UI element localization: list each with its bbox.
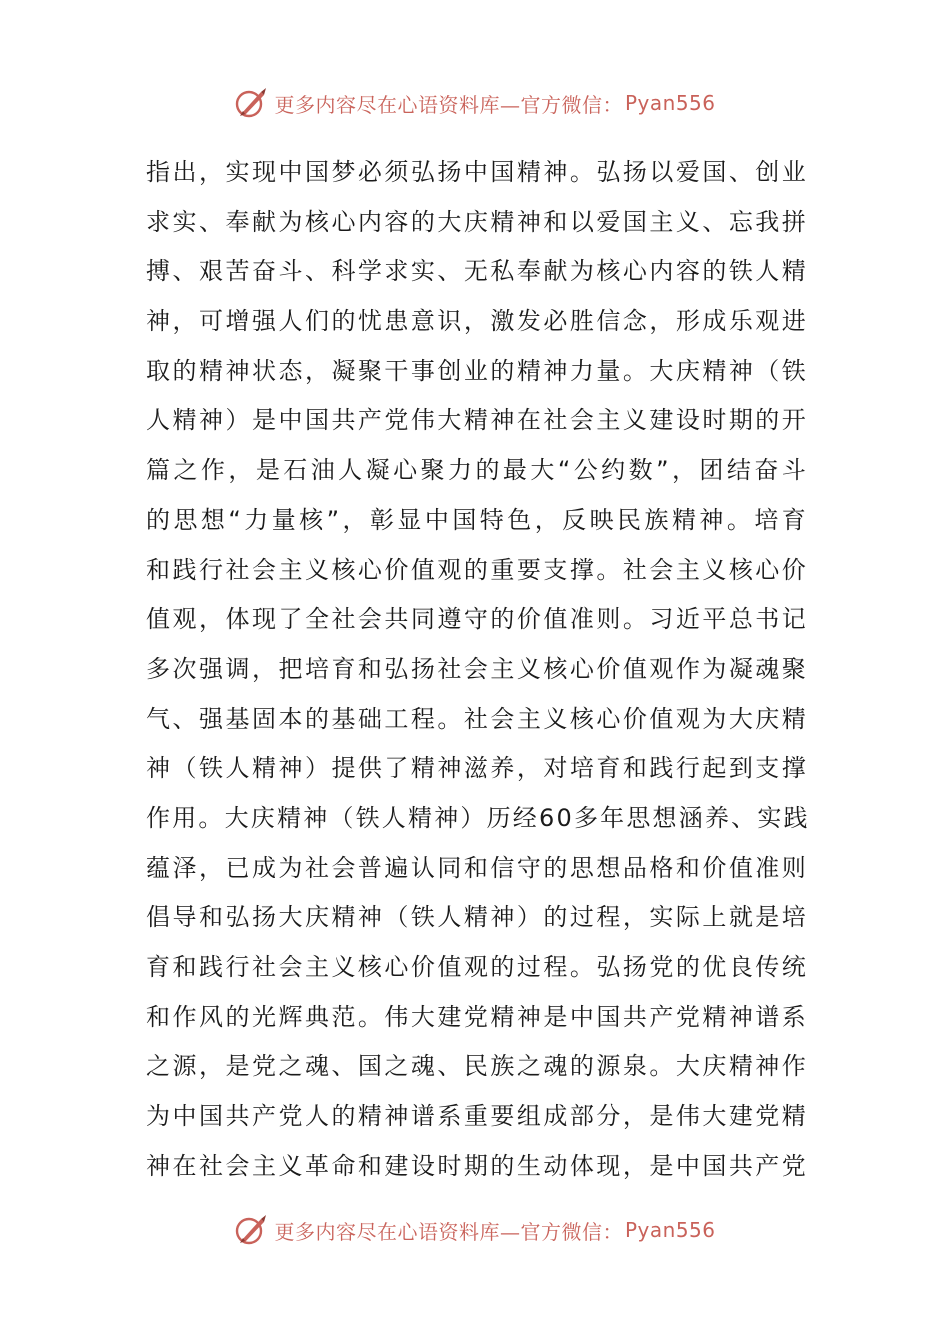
body-line: 取的精神状态，凝聚干事创业的精神力量。大庆精神（铁 [146,356,808,385]
body-line: 多次强调，把培育和弘扬社会主义核心价值观作为凝魂聚 [146,654,808,683]
body-line: 人精神）是中国共产党伟大精神在社会主义建设时期的开 [146,406,808,435]
body-line: 篇之作，是石油人凝心聚力的最大“公约数”，团结奋斗 [146,456,808,485]
body-line: 指出，实现中国梦必须弘扬中国精神。弘扬以爱国、创业 [146,158,808,186]
footer-wechat-id: Pyan556 [624,1218,716,1242]
footer-banner-text: 更多内容尽在心语资料库—官方微信： [274,1219,623,1244]
document-body [146,148,808,1191]
header-banner [0,83,950,123]
body-line: 作用。大庆精神（铁人精神）历经60多年思想涵养、实践 [146,803,810,832]
body-line: 神，可增强人们的忧患意识，激发必胜信念，形成乐观进 [146,307,808,336]
body-line: 搏、艰苦奋斗、科学求实、无私奉献为核心内容的铁人精 [146,257,808,286]
body-line: 育和践行社会主义核心价值观的过程。弘扬党的优良传统 [146,953,808,981]
footer-banner [0,1210,950,1250]
body-line: 蕴泽，已成为社会普遍认同和信守的思想品格和价值准则 [146,853,808,882]
body-line: 和作风的光辉典范。伟大建党精神是中国共产党精神谱系 [146,1002,808,1031]
quill-pen-logo-icon [234,1213,268,1247]
header-banner-text: 更多内容尽在心语资料库—官方微信： [274,92,623,117]
body-line: 的思想“力量核”，彰显中国特色，反映民族精神。培育 [146,505,808,534]
body-line: 之源，是党之魂、国之魂、民族之魂的源泉。大庆精神作 [146,1052,808,1081]
body-line: 为中国共产党人的精神谱系重要组成部分，是伟大建党精 [146,1102,808,1131]
quill-pen-logo-icon [234,86,268,120]
body-line: 神在社会主义革命和建设时期的生动体现，是中国共产党 [146,1151,808,1180]
body-line: 和践行社会主义核心价值观的重要支撑。社会主义核心价 [146,555,808,584]
body-line: 气、强基固本的基础工程。社会主义核心价值观为大庆精 [146,704,808,733]
body-line: 神（铁人精神）提供了精神滋养，对培育和践行起到支撑 [146,754,808,783]
body-line: 值观，体现了全社会共同遵守的价值准则。习近平总书记 [146,605,808,634]
body-line: 求实、奉献为核心内容的大庆精神和以爱国主义、忘我拼 [146,207,808,236]
body-line: 倡导和弘扬大庆精神（铁人精神）的过程，实际上就是培 [146,903,808,932]
header-wechat-id: Pyan556 [624,91,716,115]
